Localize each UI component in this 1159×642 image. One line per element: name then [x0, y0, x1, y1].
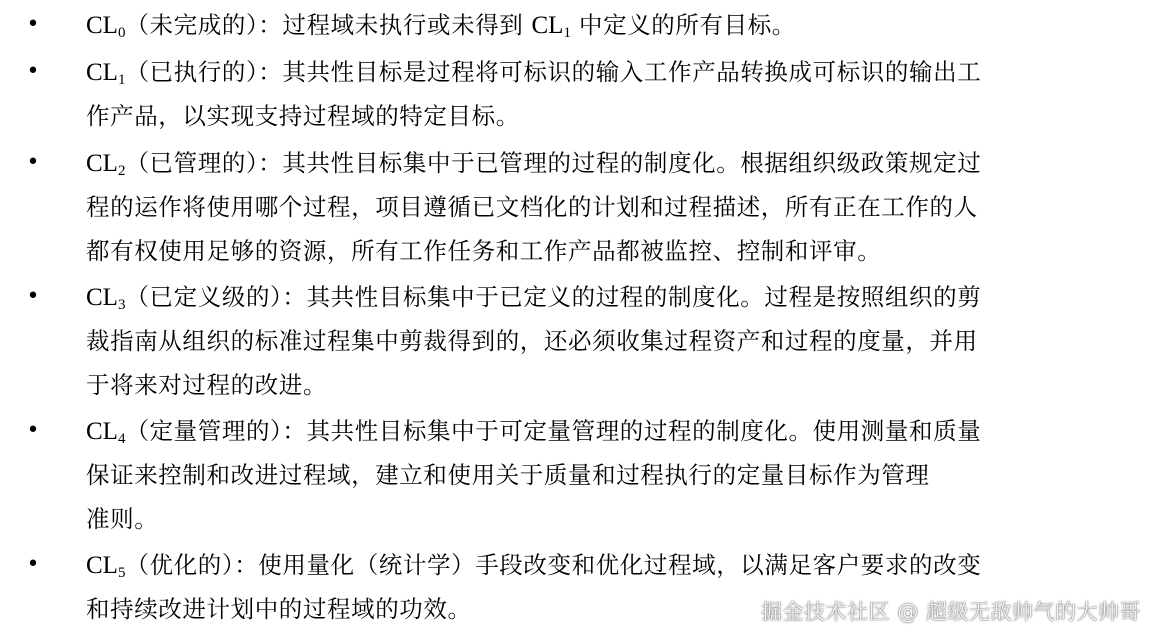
item-line: 保证来控制和改进过程域，建立和使用关于质量和过程执行的定量目标作为管理 — [86, 461, 930, 489]
item-line: $CL_3$（已定义级的）：其共性目标集中于已定义的过程的制度化。过程是按照组织的剪 — [86, 283, 982, 313]
item-line: $CL_1$（已执行的）：其共性目标是过程将可标识的输入工作产品转换成可标识的输出工 — [86, 58, 982, 88]
level-label: $CL_4$ — [86, 418, 126, 447]
item-line: 裁指南从组织的标准过程集中剪裁得到的，还必须收集过程资产和过程的度量，并用 — [86, 327, 978, 355]
item-line: 作产品，以实现支持过程域的特定目标。 — [86, 102, 520, 130]
item-line: $CL_4$（定量管理的）：其共性目标集中于可定量管理的过程的制度化。使用测量和质量 — [86, 417, 982, 447]
watermark: 掘金技术社区 @ 超级无敌帅气的大帅哥 — [761, 600, 1141, 624]
item-text — [86, 275, 1136, 407]
item-text — [86, 3, 1136, 47]
level-label: $CL_0$ — [86, 12, 126, 41]
level-label: $CL_1$ — [86, 59, 126, 88]
bullet: • — [26, 59, 40, 84]
bullet: • — [26, 150, 40, 175]
item-text — [86, 50, 1136, 138]
level-label: $CL_3$ — [86, 284, 126, 313]
item-line: $CL_5$（优化的）：使用量化（统计学）手段改变和优化过程域，以满足客户要求的改变 — [86, 551, 982, 581]
item-line: 和持续改进计划中的过程域的功效。 — [86, 595, 472, 623]
item-line: 于将来对过程的改进。 — [86, 371, 327, 399]
bullet: • — [26, 552, 40, 577]
level-label: $CL_5$ — [86, 552, 126, 581]
bullet: • — [26, 284, 40, 309]
item-line: $CL_0$（未完成的）：过程域未执行或未得到 $CL_1$ 中定义的所有目标。 — [86, 11, 796, 41]
level-reference: $CL_1$ — [531, 12, 571, 41]
bullet: • — [26, 12, 40, 37]
item-line: 准则。 — [86, 505, 159, 533]
item-line: 程的运作将使用哪个过程，项目遵循已文档化的计划和过程描述，所有正在工作的人 — [86, 193, 978, 221]
item-line: $CL_2$（已管理的）：其共性目标集中于已管理的过程的制度化。根据组织级政策规定过 — [86, 149, 982, 179]
level-label: $CL_2$ — [86, 150, 126, 179]
item-text — [86, 141, 1136, 273]
item-text — [86, 409, 1136, 541]
item-line: 都有权使用足够的资源，所有工作任务和工作产品都被监控、控制和评审。 — [86, 237, 882, 265]
bullet: • — [26, 418, 40, 443]
